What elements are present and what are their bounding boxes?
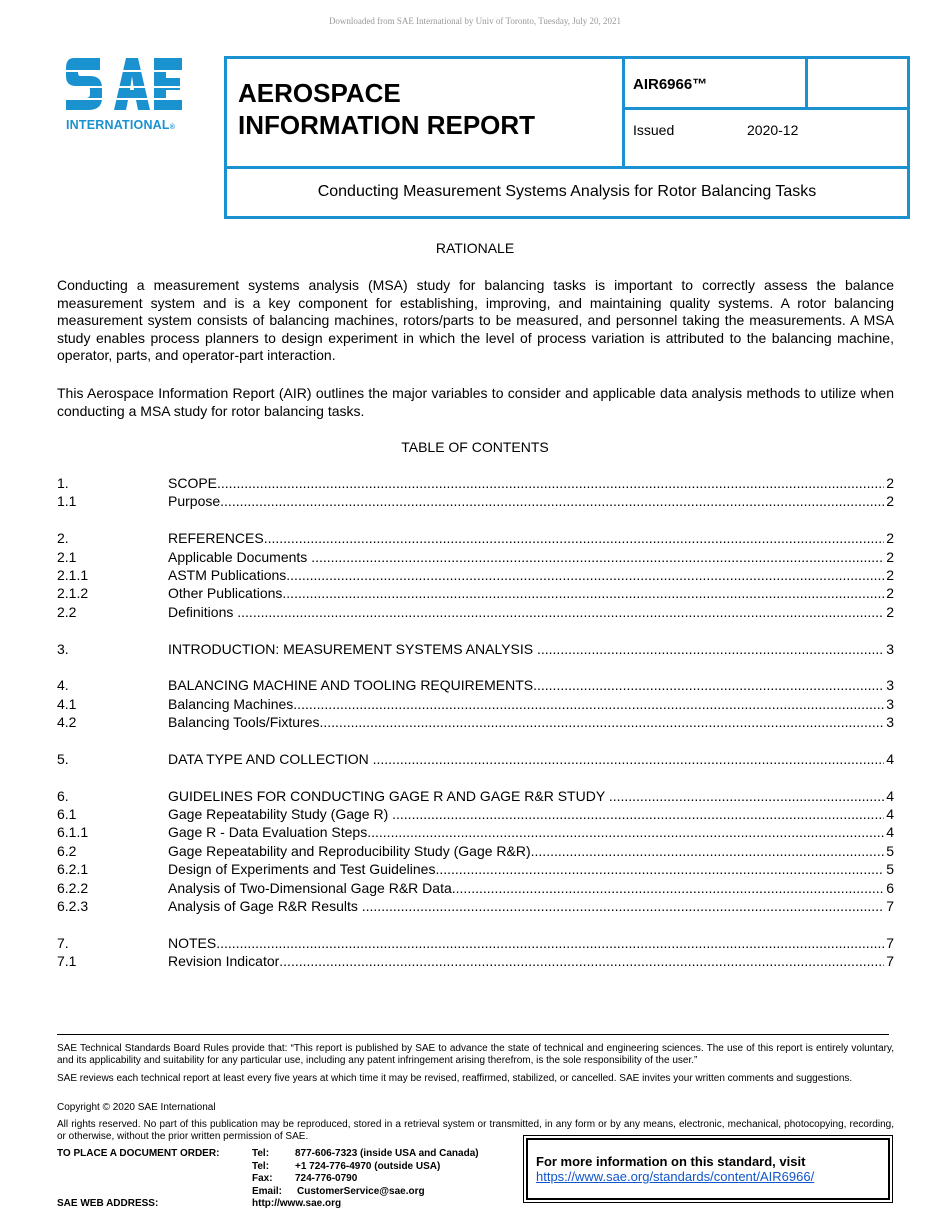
more-info-box: [526, 1138, 890, 1200]
toc-entry[interactable]: [57, 952, 894, 970]
toc-dot-leader: [282, 584, 884, 602]
toc-entry-page: 4: [886, 806, 894, 823]
web-link[interactable]: http://www.sae.org: [252, 1198, 342, 1210]
toc-entry[interactable]: [57, 823, 894, 841]
toc-entry-page: 3: [886, 714, 894, 731]
more-info-title: For more information on this standard, visit: [536, 1154, 806, 1169]
toc-dot-leader: [435, 860, 884, 878]
toc-dot-leader: [609, 787, 884, 805]
toc-section: [57, 676, 894, 731]
toc-entry-title: REFERENCES: [168, 530, 264, 547]
toc-entry-title: Other Publications: [168, 585, 283, 602]
toc-entry-page: 2: [886, 566, 894, 583]
order-label: TO PLACE A DOCUMENT ORDER:: [57, 1148, 220, 1159]
toc-entry-page: 3: [886, 677, 894, 694]
toc-entry-number: 7.1: [57, 953, 77, 970]
toc-entry-page: 2: [886, 603, 894, 620]
toc-entry-title: NOTES: [168, 934, 217, 951]
rationale-paragraph: This Aerospace Information Report (AIR) outlines the major variables to consider and applicable data analysis methods to utilize when conducting a MSA study for rotor balancing tasks.: [57, 385, 894, 419]
toc-dot-leader: [533, 676, 884, 694]
toc-dot-leader: [216, 934, 884, 952]
toc-entry-number: 2.1: [57, 548, 77, 565]
toc-entry-title: Purpose: [168, 493, 221, 510]
toc-entry-number: 2.2: [57, 603, 77, 620]
toc-entry-number: 1.1: [57, 493, 77, 510]
toc-entry-number: 7.: [57, 934, 69, 951]
toc-entry[interactable]: [57, 640, 894, 658]
toc-section: [57, 787, 894, 916]
toc-entry-title: Analysis of Two-Dimensional Gage R&R Data: [168, 879, 452, 896]
toc-entry-title: SCOPE: [168, 475, 218, 491]
toc-entry-page: 7: [886, 934, 894, 951]
toc-entry-number: 4.: [57, 677, 69, 694]
toc-entry[interactable]: [57, 584, 894, 602]
toc-entry-number: 6.2: [57, 842, 77, 859]
toc-entry[interactable]: [57, 750, 894, 768]
toc-entry-number: 2.1.1: [57, 566, 89, 583]
toc-entry-number: 4.1: [57, 695, 77, 712]
header-divider: [622, 107, 907, 110]
tel-inside: 877-606-7323 (inside USA and Canada): [295, 1148, 479, 1159]
issued-date: 2020-12: [747, 122, 799, 138]
toc-entry-title: ASTM Publications: [168, 566, 287, 583]
toc-entry[interactable]: [57, 695, 894, 713]
toc-dot-leader: [264, 529, 885, 547]
toc-entry-title: Balancing Machines: [168, 695, 294, 712]
toc-entry-number: 2.: [57, 530, 69, 547]
toc-dot-leader: [286, 566, 884, 584]
sae-logo: [64, 52, 194, 142]
sae-logo-mark: [64, 52, 184, 116]
toc-entry[interactable]: [57, 603, 894, 621]
toc-entry-title: Gage R - Data Evaluation Steps: [168, 824, 368, 841]
toc-dot-leader: [293, 695, 884, 713]
toc-dot-leader: [237, 603, 884, 621]
toc-entry-page: 4: [886, 750, 894, 767]
rights-text: All rights reserved. No part of this publication may be reproduced, stored in a retrieval system or transmitted, in any form or by any means, electronic, mechanical, photocopying, recording, or otherwise, without the prior written permission of SAE.: [57, 1119, 894, 1143]
toc-entry-number: 6.2.2: [57, 879, 89, 896]
document-type-title: AEROSPACE INFORMATION REPORT: [238, 78, 536, 140]
toc-entry[interactable]: [57, 566, 894, 584]
footer-divider: [57, 1034, 889, 1035]
toc-entry-number: 1.: [57, 475, 69, 491]
toc-entry-number: 6.1.1: [57, 824, 89, 841]
toc-entry-number: 6.: [57, 787, 69, 804]
toc-entry-title: Revision Indicator: [168, 953, 280, 970]
toc-entry-page: 2: [886, 548, 894, 565]
toc-entry-title: DATA TYPE AND COLLECTION: [168, 750, 373, 767]
toc-dot-leader: [367, 823, 884, 841]
toc-dot-leader: [531, 842, 885, 860]
toc-entry-page: 7: [886, 897, 894, 914]
toc-entry-page: 3: [886, 695, 894, 712]
toc-entry-number: 6.2.1: [57, 861, 89, 878]
toc-entry[interactable]: [57, 860, 894, 878]
toc-entry-page: 2: [886, 585, 894, 602]
toc-entry-page: 4: [886, 824, 894, 841]
toc-dot-leader: [279, 952, 884, 970]
toc-entry-title: BALANCING MACHINE AND TOOLING REQUIREMENTS: [168, 677, 534, 694]
toc-entry-page: 6: [886, 879, 894, 896]
toc-dot-leader: [362, 897, 884, 915]
fax-key: Fax:: [252, 1173, 273, 1185]
fax-number: 724-776-0790: [295, 1173, 358, 1185]
toc-entry-number: 3.: [57, 640, 69, 657]
toc-entry-page: 5: [886, 861, 894, 878]
toc-entry-number: 2.1.2: [57, 585, 89, 602]
review-text: SAE reviews each technical report at least every five years at which time it may be revised, reaffirmed, stabilized, or cancelled. SAE invites your written comments and suggestions.: [57, 1073, 853, 1084]
toc-entry-number: 4.2: [57, 714, 77, 731]
web-label: SAE WEB ADDRESS:: [57, 1198, 159, 1210]
document-subtitle: Conducting Measurement Systems Analysis for Rotor Balancing Tasks: [317, 183, 817, 200]
standard-link[interactable]: https://www.sae.org/standards/content/AIR6966/: [536, 1169, 815, 1184]
toc-entry-title: Gage Repeatability and Reproducibility Study (Gage R&R): [168, 842, 531, 859]
toc-entry-title: Gage Repeatability Study (Gage R): [168, 806, 393, 823]
toc-entry-page: 2: [886, 493, 894, 510]
toc-entry-title: Balancing Tools/Fixtures: [168, 714, 320, 731]
document-number: AIR6966™: [633, 76, 708, 93]
rationale-heading: RATIONALE: [435, 240, 515, 256]
toc-entry[interactable]: [57, 548, 894, 566]
toc-entry-title: Applicable Documents: [168, 548, 312, 565]
toc-section: [57, 640, 894, 658]
toc-entry-title: Definitions: [168, 603, 238, 620]
toc-entry[interactable]: [57, 529, 894, 547]
toc-dot-leader: [311, 548, 884, 566]
toc-entry[interactable]: [57, 713, 894, 731]
toc-entry[interactable]: [57, 676, 894, 694]
toc-dot-leader: [373, 750, 885, 768]
toc-entry-title: Analysis of Gage R&R Results: [168, 897, 362, 914]
toc-entry-page: 3: [886, 640, 894, 657]
download-watermark: Downloaded from SAE International by Univ of Toronto, Tuesday, July 20, 2021: [328, 16, 622, 26]
toc-dot-leader: [537, 640, 884, 658]
toc-dot-leader: [392, 805, 884, 823]
toc-entry-title: GUIDELINES FOR CONDUCTING GAGE R AND GAGE R&R STUDY: [168, 787, 609, 804]
toc-heading: TABLE OF CONTENTS: [401, 439, 549, 455]
email-key: Email:: [252, 1185, 283, 1197]
email-link[interactable]: CustomerService@sae.org: [297, 1185, 425, 1197]
toc-entry[interactable]: [57, 492, 894, 510]
board-rules-text: SAE Technical Standards Board Rules provide that: “This report is published by SAE to advance the state of technical and engineering sciences. The use of this report is entirely voluntary, and its applicability and suitability for any particular use, including any patent infringement arising therefrom, is the sole responsibility of the user.”: [57, 1043, 894, 1067]
toc-section: [57, 474, 894, 511]
toc-entry-title: Design of Experiments and Test Guidelines: [168, 861, 436, 878]
toc-section: [57, 750, 894, 768]
table-of-contents: [57, 474, 894, 989]
toc-section: [57, 529, 894, 621]
toc-dot-leader: [217, 474, 884, 492]
header-divider: [622, 56, 625, 166]
toc-dot-leader: [220, 492, 884, 510]
rationale-paragraph: Conducting a measurement systems analysis (MSA) study for balancing tasks is important to correctly assess the balance measurement system and is a key component for establishing, improving, and maintaining quality systems. A rotor balancing measurement system consists of balancing machines, rotors/parts to be measured, and personnel taking the measurements. A MSA study enables process planners to design experiment in which the level of process variation is attributed to the balancing machine, operator, parts, and operator-part interaction.: [57, 277, 894, 364]
toc-entry-page: 7: [886, 953, 894, 970]
toc-entry[interactable]: [57, 842, 894, 860]
toc-entry[interactable]: [57, 934, 894, 952]
copyright-text: Copyright © 2020 SAE International: [57, 1102, 216, 1113]
tel-key: Tel:: [252, 1160, 270, 1172]
toc-section: [57, 934, 894, 971]
toc-dot-leader: [319, 713, 884, 731]
toc-entry[interactable]: [57, 879, 894, 897]
tel-outside: +1 724-776-4970 (outside USA): [295, 1160, 441, 1172]
toc-dot-leader: [452, 879, 884, 897]
toc-entry[interactable]: [57, 787, 894, 805]
toc-entry[interactable]: [57, 805, 894, 823]
toc-entry-number: 5.: [57, 750, 69, 767]
issued-label: Issued: [633, 122, 675, 138]
toc-entry[interactable]: [57, 474, 894, 492]
toc-entry-page: 2: [886, 475, 894, 491]
tel-key: Tel:: [252, 1148, 270, 1159]
header-divider: [805, 56, 808, 109]
logo-international-text: INTERNATIONAL®: [66, 118, 176, 132]
toc-entry-number: 6.2.3: [57, 897, 89, 914]
toc-entry-page: 5: [886, 842, 894, 859]
toc-entry-page: 4: [886, 787, 894, 804]
toc-entry[interactable]: [57, 897, 894, 915]
toc-entry-title: INTRODUCTION: MEASUREMENT SYSTEMS ANALYSIS: [168, 640, 537, 657]
toc-entry-number: 6.1: [57, 806, 77, 823]
toc-entry-page: 2: [886, 530, 894, 547]
